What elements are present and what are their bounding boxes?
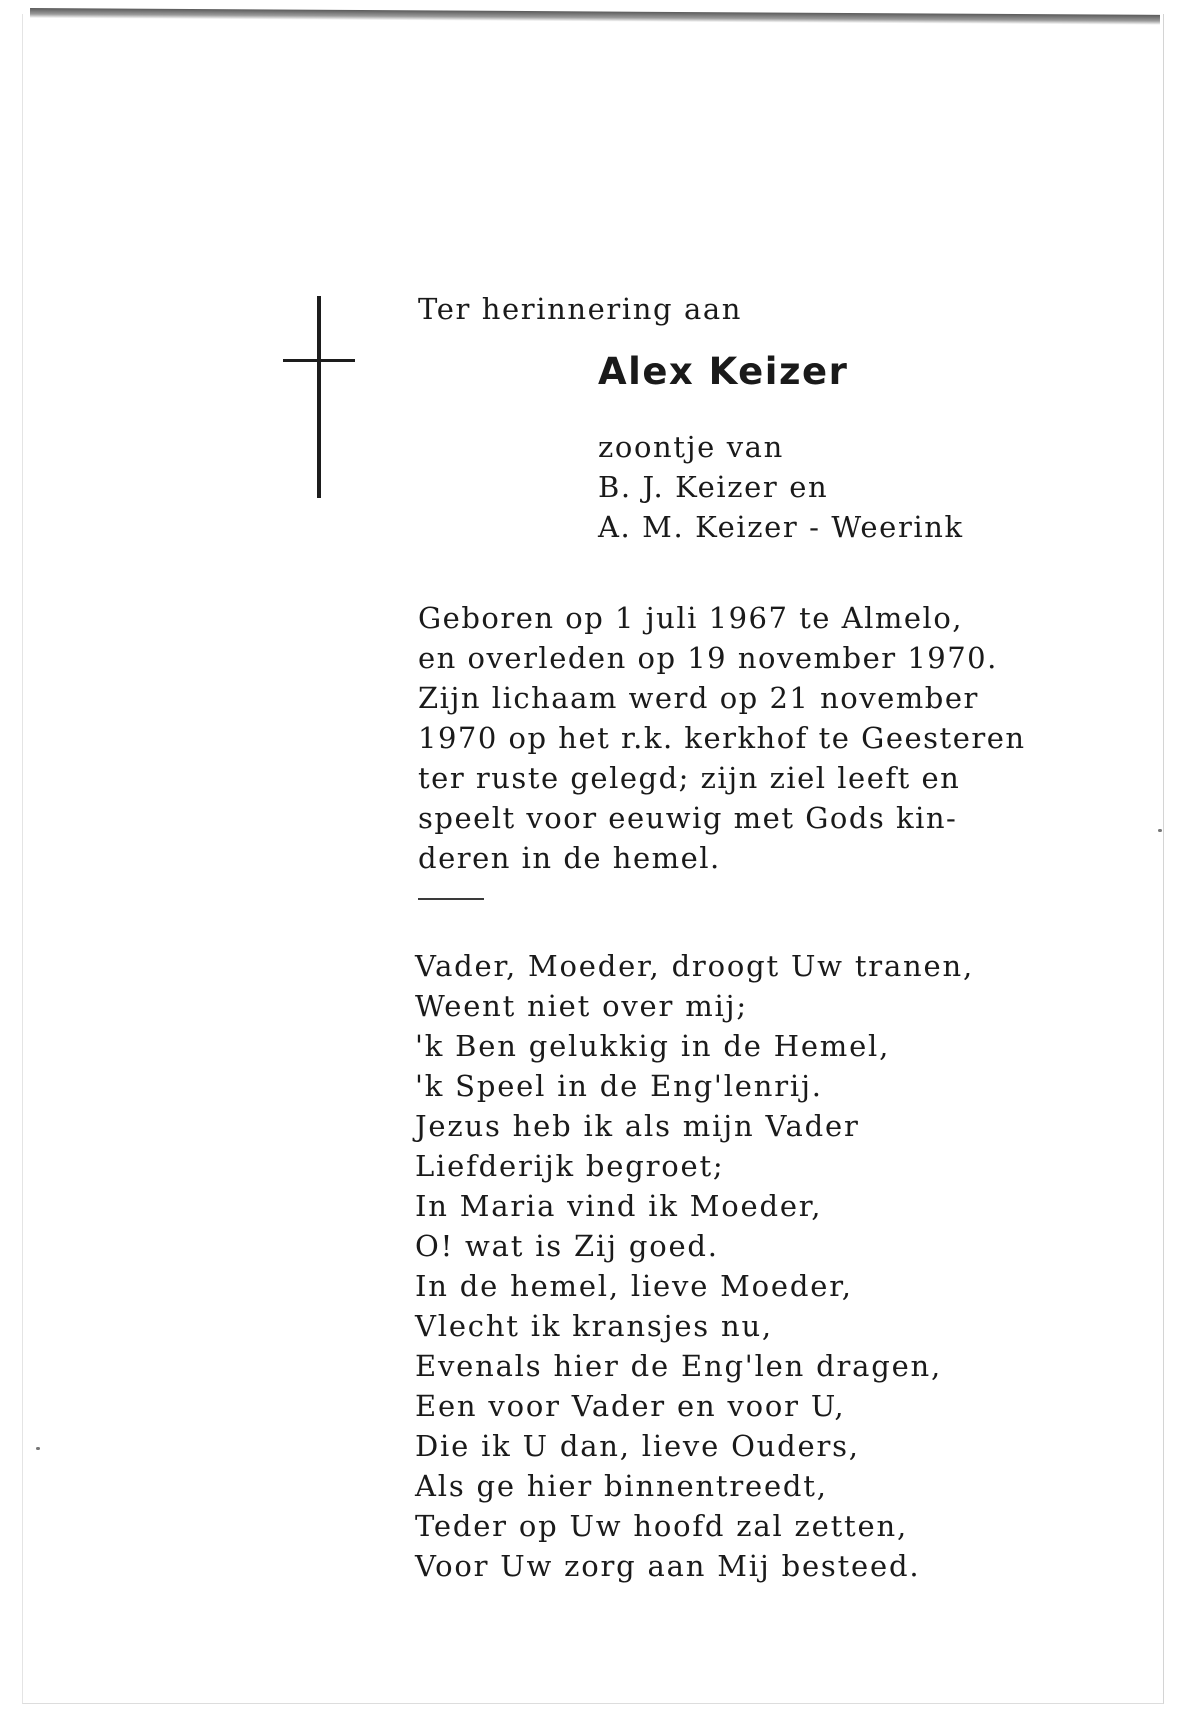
parents-line: zoontje van <box>598 430 784 464</box>
scan-speck <box>36 1447 40 1450</box>
poem-line: Liefderijk begroet; <box>415 1149 725 1183</box>
bio-line: en overleden op 19 november 1970. <box>418 641 998 675</box>
bio-line: deren in de hemel. <box>418 841 721 875</box>
bio-line: Geboren op 1 juli 1967 te Almelo, <box>418 601 964 635</box>
poem-line: Die ik U dan, lieve Ouders, <box>415 1429 860 1463</box>
parents-line: B. J. Keizer en <box>598 470 829 504</box>
section-divider <box>418 898 484 900</box>
poem-line: 'k Speel in de Eng'lenrij. <box>415 1069 823 1103</box>
poem-line: Vlecht ik kransjes nu, <box>415 1309 773 1343</box>
intro-text: Ter herinnering aan <box>418 292 743 326</box>
poem-line: Teder op Uw hoofd zal zetten, <box>415 1509 908 1543</box>
bio-line: 1970 op het r.k. kerkhof te Geesteren <box>418 721 1026 755</box>
scan-speck <box>1158 829 1162 832</box>
deceased-name: Alex Keizer <box>598 350 849 393</box>
poem-line: Weent niet over mij; <box>415 989 748 1023</box>
bio-line: speelt voor eeuwig met Gods kin- <box>418 801 958 835</box>
parents-block <box>598 427 964 547</box>
poem-line: Voor Uw zorg aan Mij besteed. <box>415 1549 921 1583</box>
biography-paragraph <box>418 598 1026 878</box>
poem-line: 'k Ben gelukkig in de Hemel, <box>415 1029 891 1063</box>
cross-vertical-bar <box>317 296 321 498</box>
poem-line: O! wat is Zij goed. <box>415 1229 719 1263</box>
poem-line: In Maria vind ik Moeder, <box>415 1189 823 1223</box>
poem-line: In de hemel, lieve Moeder, <box>415 1269 853 1303</box>
poem-line: Als ge hier binnentreedt, <box>415 1469 828 1503</box>
poem <box>415 946 974 1586</box>
poem-line: Een voor Vader en voor U, <box>415 1389 846 1423</box>
poem-line: Jezus heb ik als mijn Vader <box>415 1109 860 1143</box>
bio-line: ter ruste gelegd; zijn ziel leeft en <box>418 761 961 795</box>
poem-line: Evenals hier de Eng'len dragen, <box>415 1349 943 1383</box>
poem-line: Vader, Moeder, droogt Uw tranen, <box>415 949 974 983</box>
parents-line: A. M. Keizer - Weerink <box>598 510 964 544</box>
bio-line: Zijn lichaam werd op 21 november <box>418 681 979 715</box>
cross-horizontal-bar <box>283 359 355 362</box>
